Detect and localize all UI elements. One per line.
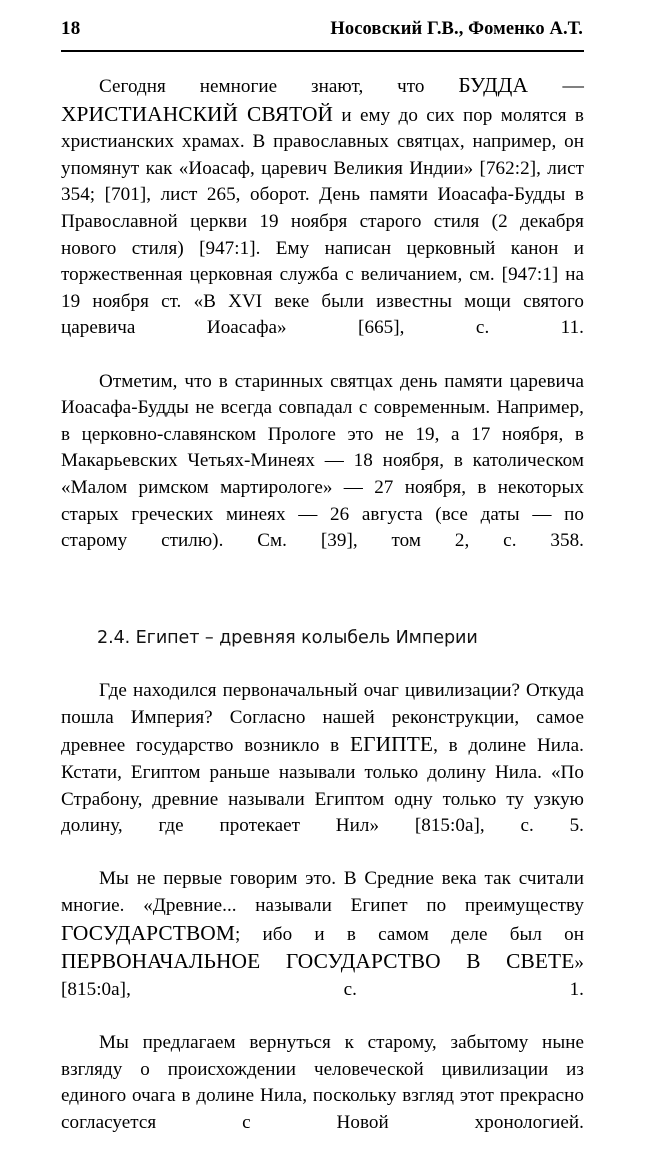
paragraph-2 (61, 369, 584, 582)
text-column (61, 72, 584, 1163)
paragraph-4-emphasis-pervonachalnoe: ПЕРВОНАЧАЛЬНОЕ ГОСУДАРСТВО В СВЕТЕ (61, 949, 575, 974)
header-divider (61, 50, 584, 52)
running-header (61, 18, 583, 40)
paragraph-3 (61, 678, 584, 866)
section-heading: 2.4. Египет – древняя колыбель Империи (97, 628, 478, 649)
paragraph-4-text-rest: » [815:0a], с. 1. (61, 952, 584, 1000)
heading-top-spacer (61, 581, 584, 628)
paragraph-5 (61, 1030, 584, 1163)
paragraph-5-text: Мы предлагаем вернуться к старому, забытому ныне взгляду о происхождении человеческой цивилизации из единого очага в долине Нила, поскольку взгляд этот прекрасно согласуется с Новой хронологией. (61, 1032, 584, 1133)
paragraph-4-text-lead: Мы не первые говорим это. В Средние века так считали многие. «Древние... называли Египет по преимуществу (61, 868, 584, 917)
paragraph-3-text-rest: , в долине Нила. Кстати, Египтом раньше называли только долину Нила. «По Страбону, древние называли Египтом одну только ту узкую долину, где протекает Нил» [815:0a], с. 5. (61, 735, 584, 837)
paragraph-3-text-lead: Где находился первоначальный очаг цивилизации? Откуда пошла Империя? Согласно нашей реконструкции, самое древнее государство возникло в (61, 680, 584, 757)
paragraph-1-text-rest: и ему до сих пор молятся в христианских храмах. В православных святцах, например, он упомянут как «Иоасаф, царевич Великия Индии» [762:2], лист 354; [701], лист 265, оборот. День памяти Иоасафа-Будды в Православной церкви 19 ноября старого стиля (2 декабря нового стиля) [947:1]. Ему написан церковный канон и торжественная церковная служба с величанием, см. [947:1] на 19 ноября ст. «В XVI веке были известны мощи святого царевича Иоасафа» [665], с. 11. (61, 104, 584, 339)
paragraph-1 (61, 72, 584, 369)
paragraph-3-emphasis-egipte: ЕГИПТЕ (350, 732, 434, 757)
paragraph-4 (61, 866, 584, 1030)
header-authors: Носовский Г.В., Фоменко А.Т. (330, 19, 583, 39)
paragraph-4-emphasis-gosudarstvom: ГОСУДАРСТВОМ (61, 920, 235, 945)
paragraph-2-text: Отметим, что в старинных святцах день памяти царевича Иоасафа-Будды не всегда совпадал с современным. Например, в церковно-славянском Прологе это не 19, а 17 ноября, в Макарьевских Четьях-Минеях — 18 ноября, в католическом «Малом римском мартирологе» — 27 ноября, в некоторых старых греческих минеях — 26 августа (все даты — по старому стилю). См. [39], том 2, с. 358. (61, 370, 584, 552)
paragraph-4-text-middle: ; ибо и в самом деле был он (234, 923, 584, 945)
page-number: 18 (61, 18, 81, 39)
heading-bottom-spacer (61, 648, 584, 678)
paragraph-1-emphasis-budda: БУДДА — ХРИСТИАНСКИЙ СВЯТОЙ (61, 73, 585, 126)
paragraph-1-text-lead: Сегодня немногие знают, что (99, 76, 459, 97)
